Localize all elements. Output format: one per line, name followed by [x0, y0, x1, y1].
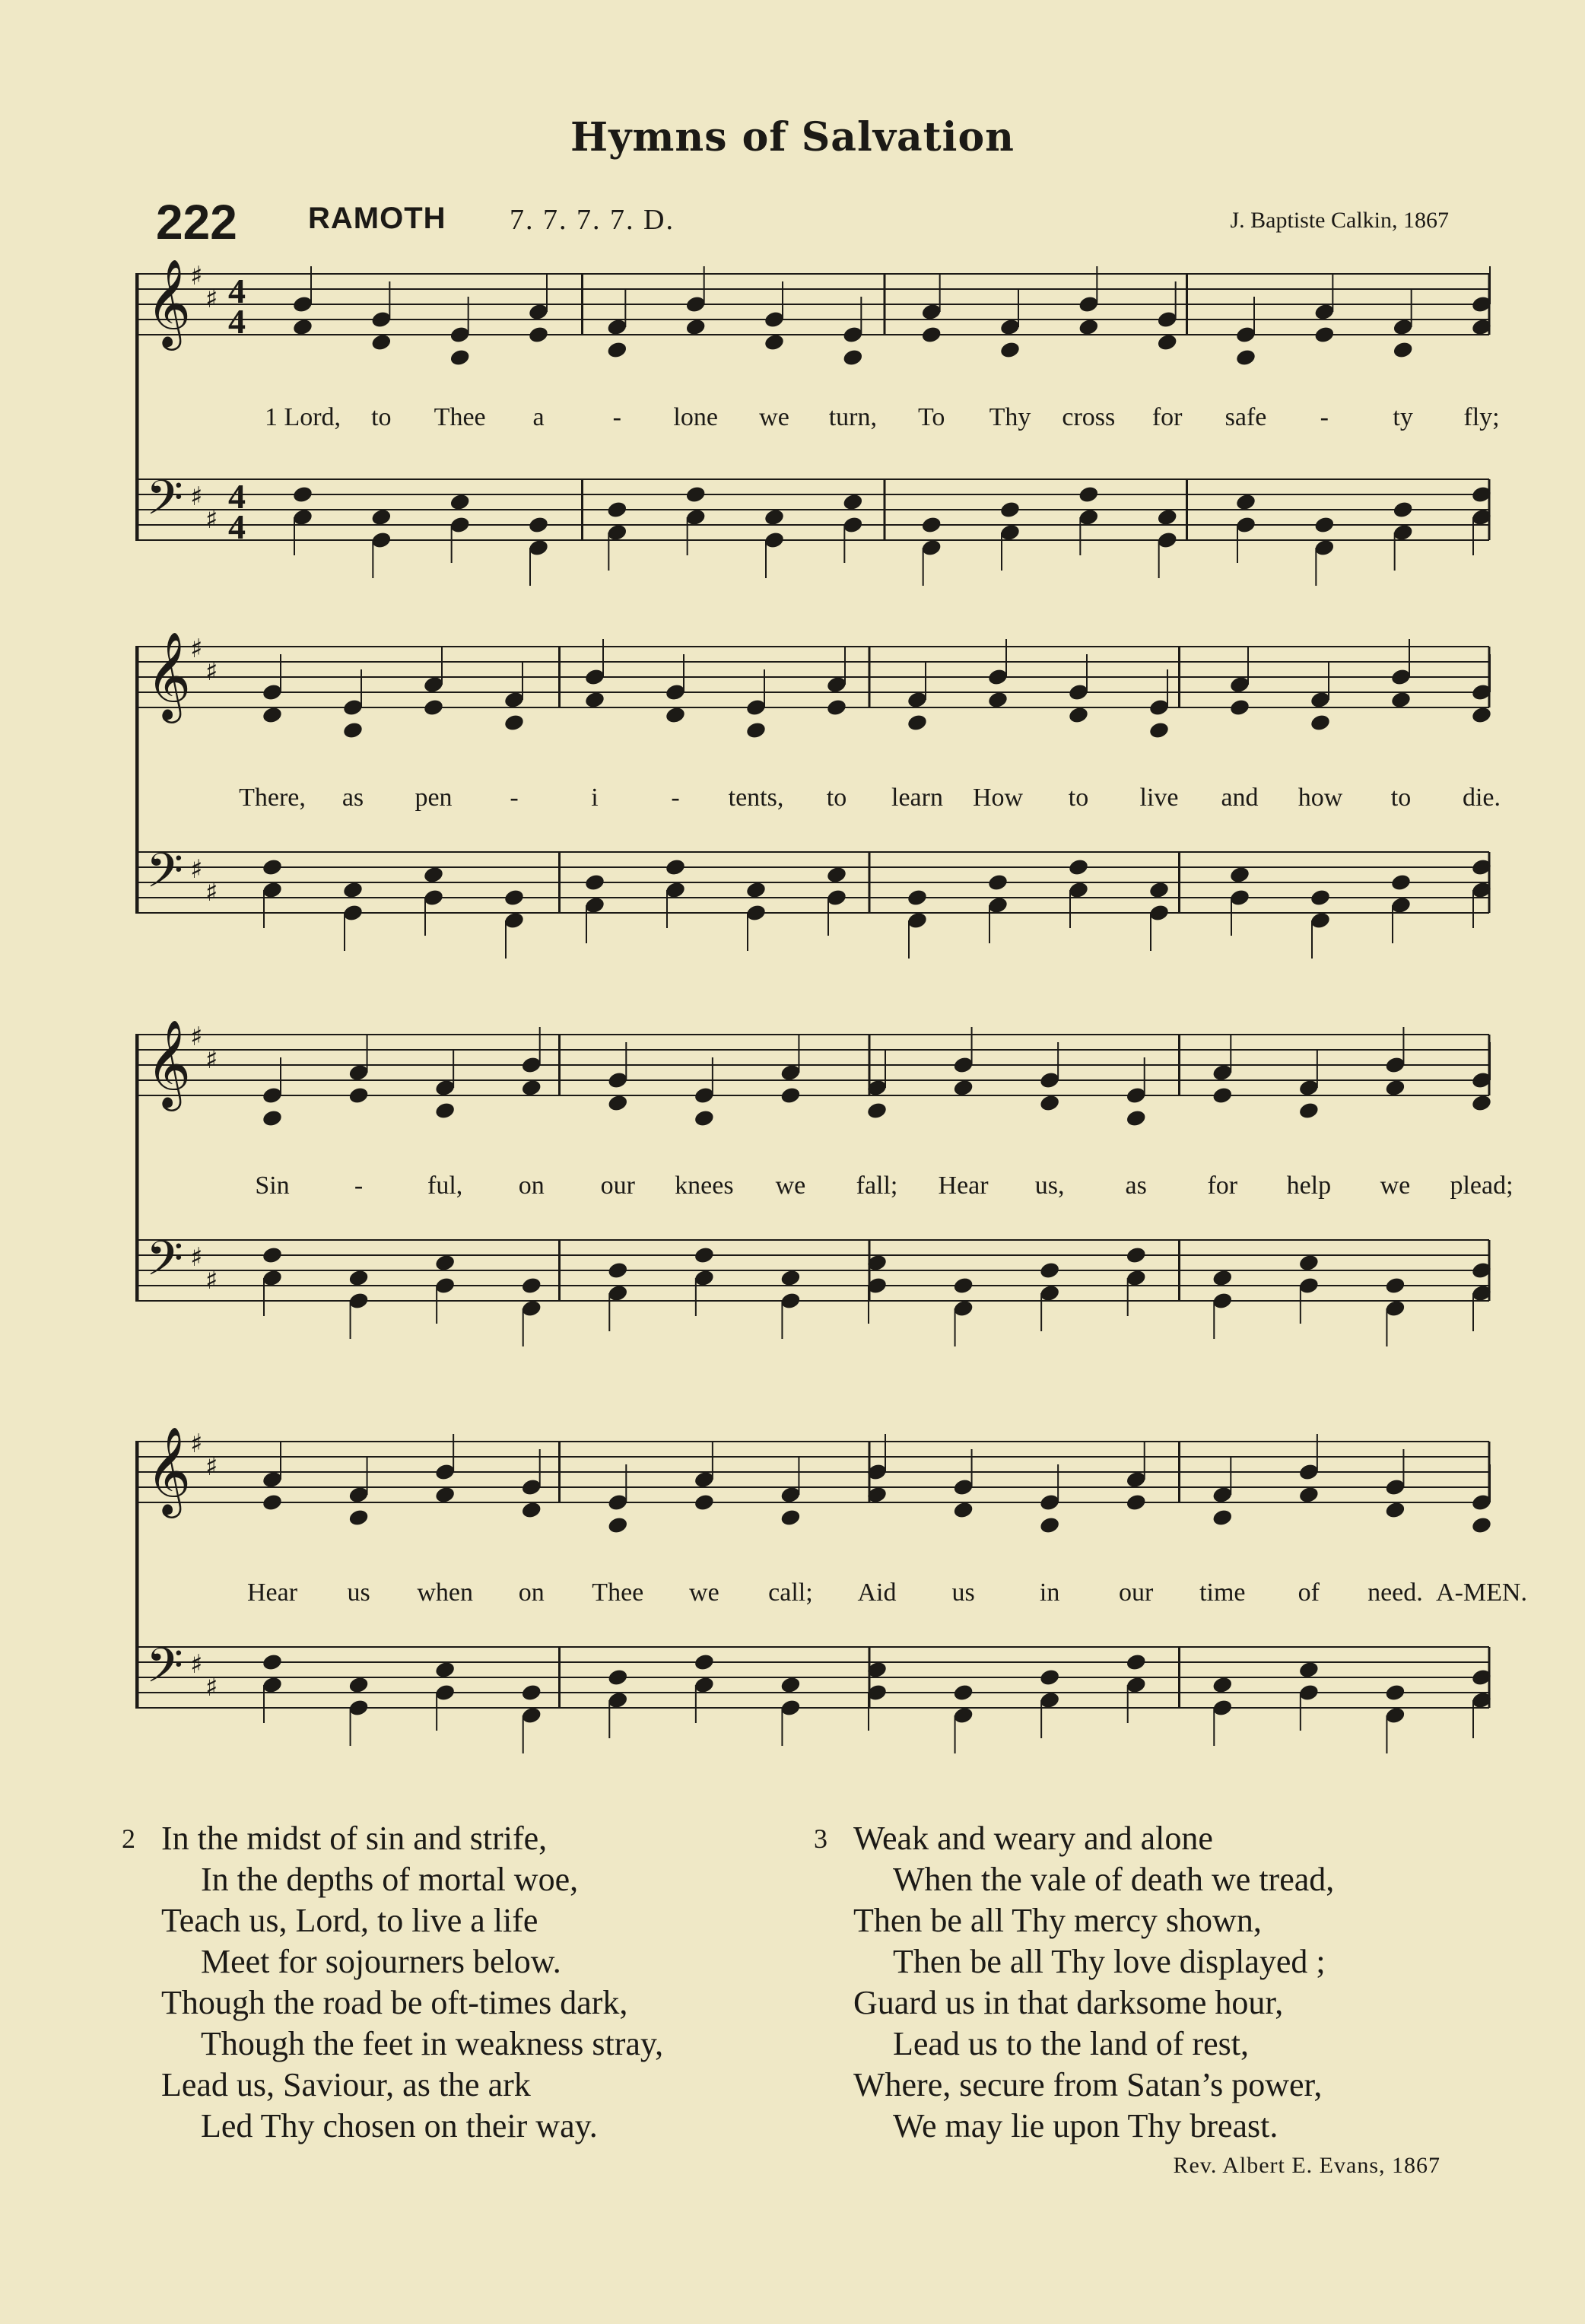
tenor-note	[1156, 507, 1178, 526]
lyric-syllable: ful,	[427, 1172, 463, 1200]
alto-note	[1156, 332, 1178, 351]
key-sharp: ♯	[190, 261, 203, 291]
lyric-syllable: pen	[415, 784, 453, 812]
lyric-syllable: to	[826, 784, 847, 812]
bass-clef: 𝄢	[146, 469, 183, 537]
lyric-syllable: for	[1207, 1172, 1238, 1200]
verse-line: Weak and weary and alone	[853, 1820, 1213, 1857]
alto-note	[1471, 1515, 1493, 1534]
alto-note	[1384, 1500, 1406, 1519]
tenor-note	[1039, 1667, 1061, 1687]
lyric-syllable: -	[354, 1172, 364, 1200]
alto-note	[423, 698, 445, 717]
verse-line: Though the feet in weakness stray,	[201, 2025, 664, 2062]
tenor-note	[262, 1652, 284, 1671]
music-system-2	[135, 624, 1504, 974]
music-system-4	[135, 1419, 1527, 1769]
lyric-syllable: Sin	[255, 1172, 290, 1200]
alto-note	[1390, 690, 1412, 709]
tenor-note	[606, 500, 628, 519]
alto-note	[694, 1493, 716, 1512]
alto-note	[665, 705, 687, 724]
verse-line: Then be all Thy love displayed ;	[893, 1943, 1326, 1980]
tenor-note	[952, 1276, 974, 1295]
tenor-note	[1298, 1660, 1320, 1679]
alto-note	[584, 690, 606, 709]
alto-note	[1471, 705, 1493, 724]
verse-line: We may lie upon Thy breast.	[893, 2107, 1278, 2144]
composer-credit: J. Baptiste Calkin, 1867	[1230, 208, 1449, 233]
alto-note	[1313, 325, 1336, 344]
alto-note	[826, 698, 848, 717]
lyric-syllable: knees	[675, 1172, 734, 1200]
lyric-syllable: There,	[239, 784, 306, 812]
lyric-syllable: 1 Lord,	[264, 403, 341, 431]
lyric-syllable: on	[518, 1172, 545, 1200]
lyric-syllable: and	[1221, 784, 1259, 812]
verse-line: Where, secure from Satan’s power,	[853, 2066, 1323, 2103]
alto-note	[1212, 1086, 1234, 1105]
tenor-note	[1313, 515, 1336, 534]
alto-note	[1384, 1078, 1406, 1097]
key-sharp: ♯	[190, 1649, 203, 1680]
bass-clef: 𝄢	[146, 842, 183, 910]
key-sharp: ♯	[205, 1265, 218, 1296]
lyric-syllable: plead;	[1450, 1172, 1514, 1200]
verse-line: Lead us, Saviour, as the ark	[161, 2066, 531, 2103]
lyric-syllable: we	[775, 1172, 806, 1200]
tenor-note	[842, 492, 864, 511]
time-signature: 4	[228, 302, 246, 341]
alto-note	[1068, 705, 1090, 724]
alto-note	[1212, 1508, 1234, 1527]
lyric-syllable: fly;	[1463, 403, 1500, 431]
tenor-note	[826, 865, 848, 884]
lyric-syllable: How	[972, 784, 1024, 812]
verse-line: In the depths of mortal woe,	[201, 1861, 579, 1898]
key-sharp: ♯	[190, 1429, 203, 1459]
tenor-note	[694, 1652, 716, 1671]
alto-note	[694, 1108, 716, 1127]
tenor-note	[920, 515, 942, 534]
alto-note	[262, 1493, 284, 1512]
treble-clef: 𝄞	[146, 1426, 192, 1515]
alto-note	[999, 340, 1021, 359]
lyric-syllable: help	[1286, 1172, 1332, 1200]
lyric-syllable: ty	[1393, 403, 1413, 431]
tenor-note	[665, 857, 687, 876]
lyric-syllable: how	[1298, 784, 1343, 812]
verse-3	[814, 1818, 1483, 2147]
alto-note	[434, 1485, 456, 1504]
lyric-syllable: of	[1298, 1578, 1320, 1607]
lyric-syllable: us,	[1034, 1172, 1065, 1200]
tenor-note	[1384, 1276, 1406, 1295]
lyric-syllable: -	[612, 403, 621, 431]
tenor-note	[342, 880, 364, 899]
lyric-syllable: to	[371, 403, 392, 431]
tenor-note	[764, 507, 786, 526]
alto-note	[1229, 698, 1251, 717]
lyric-syllable: Thee	[592, 1578, 644, 1607]
alto-note	[1471, 1093, 1493, 1112]
lyric-syllable: in	[1039, 1578, 1060, 1607]
lyric-syllable: A-MEN.	[1436, 1578, 1527, 1607]
alto-note	[1298, 1485, 1320, 1504]
key-sharp: ♯	[205, 1451, 218, 1482]
tenor-note	[528, 515, 550, 534]
alto-note	[907, 713, 929, 732]
alto-note	[745, 720, 767, 739]
time-signature: 4	[228, 477, 246, 516]
alto-note	[866, 1101, 888, 1120]
lyric-syllable: need.	[1367, 1578, 1423, 1607]
tenor-note	[780, 1675, 802, 1694]
lyric-syllable: for	[1151, 403, 1183, 431]
tenor-note	[685, 485, 707, 504]
lyric-syllable: live	[1139, 784, 1179, 812]
tenor-note	[607, 1261, 629, 1280]
tenor-note	[434, 1253, 456, 1272]
verse-line: When the vale of death we tread,	[893, 1861, 1335, 1898]
tenor-note	[1212, 1268, 1234, 1287]
lyric-syllable: a	[532, 403, 545, 431]
key-sharp: ♯	[205, 657, 218, 687]
lyric-syllable: call;	[768, 1578, 813, 1607]
tenor-note	[780, 1268, 802, 1287]
tenor-note	[449, 492, 471, 511]
key-sharp: ♯	[190, 1242, 203, 1273]
verse-line: Though the road be oft-times dark,	[161, 1984, 628, 2021]
hymn-header	[156, 194, 1449, 250]
alto-note	[1039, 1515, 1061, 1534]
tenor-note	[1298, 1253, 1320, 1272]
lyric-syllable: as	[1125, 1172, 1147, 1200]
alto-note	[342, 720, 364, 739]
lyric-syllable: our	[1119, 1578, 1154, 1607]
lyric-syllable: learn	[891, 784, 943, 812]
alto-note	[434, 1101, 456, 1120]
alto-note	[685, 317, 707, 336]
alto-note	[1392, 340, 1414, 359]
key-sharp: ♯	[190, 1022, 203, 1052]
lyric-syllable: die.	[1462, 784, 1501, 812]
lyric-syllable: Thy	[989, 403, 1031, 431]
tenor-note	[745, 880, 767, 899]
hymn-number: 222	[156, 195, 237, 250]
lyric-syllable: -	[510, 784, 519, 812]
key-sharp: ♯	[190, 854, 203, 885]
tenor-note	[1390, 873, 1412, 892]
tenor-note	[1068, 857, 1090, 876]
alto-note	[920, 325, 942, 344]
tenor-note	[907, 888, 929, 907]
verse-line: Led Thy chosen on their way.	[201, 2107, 598, 2144]
tenor-note	[1078, 485, 1100, 504]
key-sharp: ♯	[205, 284, 218, 314]
meter: 7. 7. 7. 7. D.	[510, 204, 675, 236]
alto-note	[1235, 348, 1257, 367]
time-signature: 4	[228, 507, 246, 546]
tenor-note	[434, 1660, 456, 1679]
alto-note	[262, 705, 284, 724]
tenor-note	[987, 873, 1009, 892]
alto-note	[952, 1500, 974, 1519]
key-sharp: ♯	[205, 877, 218, 908]
tune-name: RAMOTH	[308, 202, 446, 235]
tenor-note	[1125, 1652, 1147, 1671]
tenor-note	[292, 485, 314, 504]
lyric-syllable: us	[347, 1578, 370, 1607]
tenor-note	[999, 500, 1021, 519]
lyric-syllable: on	[518, 1578, 545, 1607]
lyric-syllable: Thee	[434, 403, 486, 431]
tenor-note	[1212, 1675, 1234, 1694]
tenor-note	[348, 1675, 370, 1694]
alto-note	[1125, 1493, 1147, 1512]
alto-note	[952, 1078, 974, 1097]
lyric-syllable: To	[917, 403, 945, 431]
alto-note	[262, 1108, 284, 1127]
lyric-syllable: cross	[1062, 403, 1116, 431]
tenor-note	[1148, 880, 1170, 899]
lyric-syllable: tents,	[728, 784, 784, 812]
alto-note	[842, 348, 864, 367]
time-signature: 4	[228, 272, 246, 310]
tenor-note	[1310, 888, 1332, 907]
verse-line: Meet for sojourners below.	[201, 1943, 561, 1980]
tenor-note	[348, 1268, 370, 1287]
alto-note	[449, 348, 471, 367]
alto-note	[520, 1078, 542, 1097]
verse-number: 2	[122, 1823, 135, 1854]
lyric-syllable: i	[591, 784, 599, 812]
key-sharp: ♯	[205, 1672, 218, 1702]
lyric-syllable: as	[341, 784, 364, 812]
treble-clef: 𝄞	[146, 1019, 192, 1108]
tenor-note	[370, 507, 392, 526]
alto-note	[1148, 720, 1170, 739]
alto-note	[606, 340, 628, 359]
key-sharp: ♯	[190, 634, 203, 664]
tenor-note	[952, 1683, 974, 1702]
tenor-note	[262, 1245, 284, 1264]
lyric-syllable: we	[689, 1578, 719, 1607]
key-sharp: ♯	[205, 504, 218, 535]
lyric-syllable: to	[1068, 784, 1089, 812]
treble-clef: 𝄞	[146, 258, 192, 347]
tenor-note	[1229, 865, 1251, 884]
verse-number: 3	[814, 1823, 827, 1854]
alto-note	[520, 1500, 542, 1519]
tenor-note	[520, 1683, 542, 1702]
alto-note	[987, 690, 1009, 709]
lyric-syllable: to	[1390, 784, 1412, 812]
verse-line: In the midst of sin and strife,	[161, 1820, 548, 1857]
author-credit: Rev. Albert E. Evans, 1867	[1173, 2153, 1440, 2178]
key-sharp: ♯	[190, 482, 203, 512]
alto-note	[764, 332, 786, 351]
tenor-note	[262, 857, 284, 876]
tenor-note	[1384, 1683, 1406, 1702]
alto-note	[348, 1508, 370, 1527]
alto-note	[528, 325, 550, 344]
alto-note	[1298, 1101, 1320, 1120]
lyric-syllable: Aid	[857, 1578, 897, 1607]
lyric-syllable: -	[671, 784, 680, 812]
verse-2	[122, 1818, 791, 2147]
alto-note	[1310, 713, 1332, 732]
lyric-syllable: Hear	[246, 1578, 298, 1607]
alto-note	[780, 1508, 802, 1527]
lyric-syllable: we	[1380, 1172, 1411, 1200]
alto-note	[1125, 1108, 1147, 1127]
lyric-syllable: when	[417, 1578, 473, 1607]
bass-clef: 𝄢	[146, 1637, 183, 1705]
tenor-note	[584, 873, 606, 892]
verse-line: Lead us to the land of rest,	[893, 2025, 1249, 2062]
tenor-note	[1392, 500, 1414, 519]
tenor-note	[1235, 492, 1257, 511]
treble-clef: 𝄞	[146, 631, 192, 720]
alto-note	[607, 1093, 629, 1112]
alto-note	[370, 332, 392, 351]
tenor-note	[503, 888, 526, 907]
lyric-syllable: Hear	[938, 1172, 989, 1200]
lyric-syllable: us	[951, 1578, 975, 1607]
alto-note	[1039, 1093, 1061, 1112]
section-title: Hymns of Salvation	[570, 114, 1015, 161]
alto-note	[780, 1086, 802, 1105]
alto-note	[292, 317, 314, 336]
tenor-note	[520, 1276, 542, 1295]
verse-line: Then be all Thy mercy shown,	[853, 1902, 1262, 1939]
music-system-1	[135, 251, 1504, 601]
key-sharp: ♯	[205, 1044, 218, 1075]
verse-line: Guard us in that darksome hour,	[853, 1984, 1284, 2021]
alto-note	[503, 713, 526, 732]
tenor-note	[423, 865, 445, 884]
tenor-note	[1125, 1245, 1147, 1264]
lyric-syllable: time	[1199, 1578, 1246, 1607]
lyric-syllable: fall;	[856, 1172, 898, 1200]
alto-note	[607, 1515, 629, 1534]
verse-line: Teach us, Lord, to live a life	[161, 1902, 538, 1939]
tenor-note	[694, 1245, 716, 1264]
alto-note	[1078, 317, 1100, 336]
lyric-syllable: turn,	[828, 403, 877, 431]
lyric-syllable: lone	[673, 403, 718, 431]
alto-note	[348, 1086, 370, 1105]
lyric-syllable: safe	[1224, 403, 1267, 431]
tenor-note	[607, 1667, 629, 1687]
lyric-syllable: our	[600, 1172, 635, 1200]
music-system-3	[135, 1012, 1514, 1362]
tenor-note	[1039, 1261, 1061, 1280]
bass-clef: 𝄢	[146, 1230, 183, 1298]
lyric-syllable: -	[1320, 403, 1329, 431]
lyric-syllable: we	[759, 403, 789, 431]
